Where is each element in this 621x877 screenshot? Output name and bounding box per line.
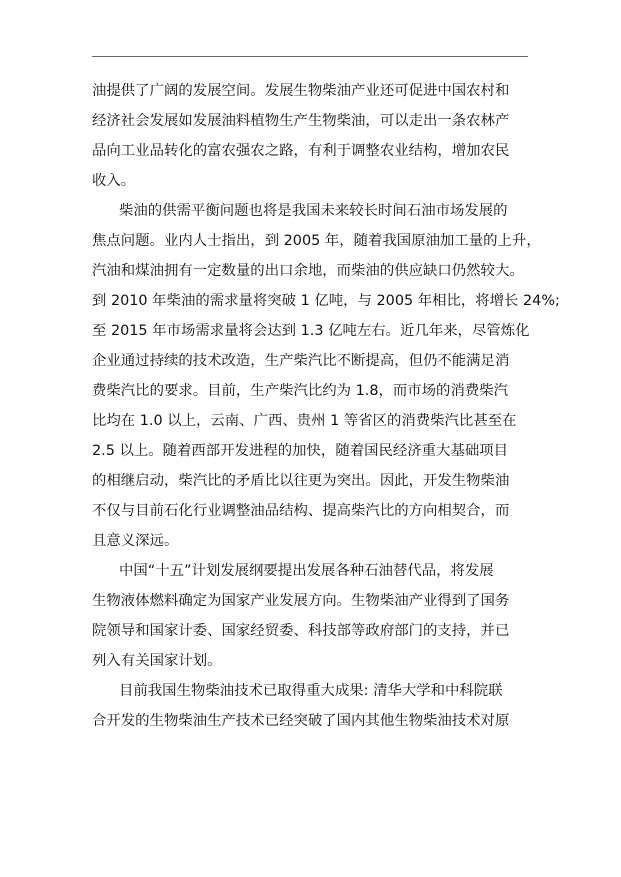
- text-line: 经济社会发展如发展油料植物生产生物柴油，可以走出一条农林产: [92, 113, 510, 129]
- text-line: 且意义深远。: [92, 533, 179, 549]
- text-line: 至 2015 年市场需求量将会达到 1.3 亿吨左右。近几年来，尽管炼化: [92, 323, 530, 339]
- text-line: 院领导和国家计委、国家经贸委、科技部等政府部门的支持，并已: [92, 623, 510, 639]
- text-line: 焦点问题。业内人士指出，到 2005 年，随着我国原油加工量的上升，: [92, 233, 541, 249]
- body-text: [92, 76, 560, 736]
- text-line: 品向工业品转化的富农强农之路，有利于调整农业结构，增加农民: [92, 143, 510, 159]
- text-line: 油提供了广阔的发展空间。发展生物柴油产业还可促进中国农村和: [92, 83, 510, 99]
- text-line: 柴油的供需平衡问题也将是我国未来较长时间石油市场发展的: [119, 203, 508, 219]
- text-line: 列入有关国家计划。: [92, 653, 222, 669]
- text-line: 中国“十五”计划发展纲要提出发展各种石油替代品，将发展: [119, 563, 494, 579]
- text-line: 汽油和煤油拥有一定数量的出口余地，而柴油的供应缺口仍然较大。: [92, 263, 524, 279]
- header-rule: [92, 56, 528, 57]
- text-line: 合开发的生物柴油生产技术已经突破了国内其他生物柴油技术对原: [92, 713, 510, 729]
- text-line: 不仅与目前石化行业调整油品结构、提高柴汽比的方向相契合，而: [92, 503, 510, 519]
- text-line: 的相继启动，柴汽比的矛盾比以往更为突出。因此，开发生物柴油: [92, 473, 510, 489]
- text-line: 到 2010 年柴油的需求量将突破 1 亿吨，与 2005 年相比，将增长 24%;: [92, 293, 560, 309]
- text-line: 生物液体燃料确定为国家产业发展方向。生物柴油产业得到了国务: [92, 593, 510, 609]
- text-line: 收入。: [92, 173, 136, 189]
- text-line: 目前我国生物柴油技术已取得重大成果: 清华大学和中科院联: [119, 683, 503, 699]
- text-line: 比均在 1.0 以上，云南、广西、贵州 1 等省区的消费柴汽比甚至在: [92, 413, 517, 429]
- text-line: 企业通过持续的技术改造，生产柴汽比不断提高，但仍不能满足消: [92, 353, 510, 369]
- text-line: 费柴汽比的要求。目前，生产柴汽比约为 1.8，而市场的消费柴汽: [92, 383, 509, 399]
- text-line: 2.5 以上。随着西部开发进程的加快，随着国民经济重大基础项目: [92, 443, 509, 459]
